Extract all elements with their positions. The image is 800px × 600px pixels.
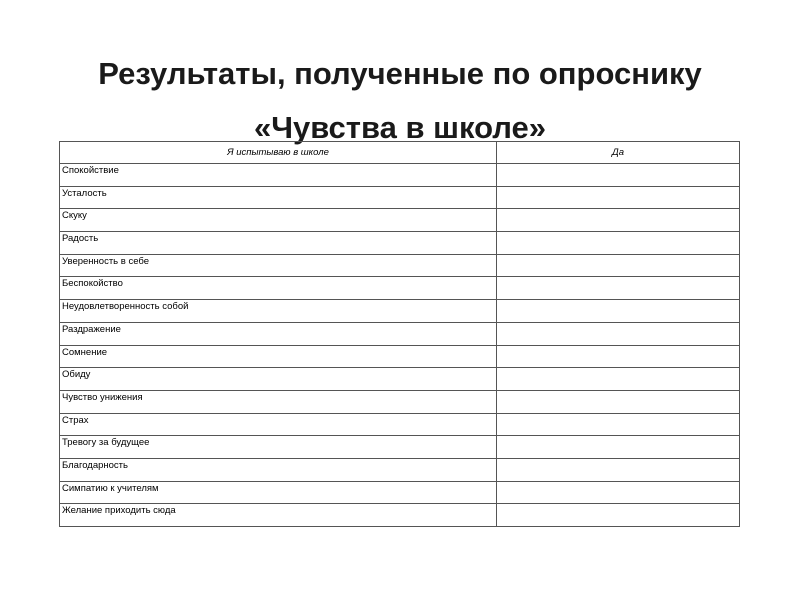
feeling-cell: Обиду (60, 368, 497, 391)
table-row (60, 322, 740, 345)
yes-cell[interactable] (497, 277, 740, 300)
feeling-cell: Радость (60, 232, 497, 255)
yes-cell[interactable] (497, 232, 740, 255)
yes-cell[interactable] (497, 322, 740, 345)
page-title (0, 47, 800, 155)
table-row (60, 436, 740, 459)
table-row (60, 232, 740, 255)
yes-cell[interactable] (497, 368, 740, 391)
title-line-1: Результаты, полученные по опроснику (98, 55, 702, 91)
table-row (60, 345, 740, 368)
yes-cell[interactable] (497, 458, 740, 481)
table-row (60, 164, 740, 187)
feeling-cell: Раздражение (60, 322, 497, 345)
feeling-cell: Скуку (60, 209, 497, 232)
yes-cell[interactable] (497, 209, 740, 232)
yes-cell[interactable] (497, 436, 740, 459)
feeling-cell: Сомнение (60, 345, 497, 368)
yes-cell[interactable] (497, 345, 740, 368)
yes-cell[interactable] (497, 254, 740, 277)
feeling-cell: Спокойствие (60, 164, 497, 187)
feeling-cell: Усталость (60, 186, 497, 209)
title-line-2: «Чувства в школе» (253, 109, 547, 145)
yes-cell[interactable] (497, 186, 740, 209)
feeling-cell: Неудовлетворенность собой (60, 300, 497, 323)
table-row (60, 390, 740, 413)
table-row (60, 481, 740, 504)
feeling-cell: Чувство унижения (60, 390, 497, 413)
yes-cell[interactable] (497, 481, 740, 504)
table-row (60, 300, 740, 323)
feeling-cell: Симпатию к учителям (60, 481, 497, 504)
table-row (60, 504, 740, 527)
survey-table (59, 141, 740, 527)
table-row (60, 254, 740, 277)
feeling-cell: Уверенность в себе (60, 254, 497, 277)
feeling-cell: Тревогу за будущее (60, 436, 497, 459)
yes-cell[interactable] (497, 390, 740, 413)
yes-cell[interactable] (497, 164, 740, 187)
table-row (60, 186, 740, 209)
table-row (60, 413, 740, 436)
column-header-feeling: Я испытываю в школе (60, 142, 497, 164)
feeling-cell: Беспокойство (60, 277, 497, 300)
yes-cell[interactable] (497, 413, 740, 436)
table-row (60, 368, 740, 391)
yes-cell[interactable] (497, 504, 740, 527)
feeling-cell: Страх (60, 413, 497, 436)
feeling-cell: Благодарность (60, 458, 497, 481)
table-row (60, 209, 740, 232)
feeling-cell: Желание приходить сюда (60, 504, 497, 527)
table-row (60, 277, 740, 300)
table-header-row (60, 142, 740, 164)
table-row (60, 458, 740, 481)
column-header-yes: Да (497, 142, 740, 164)
yes-cell[interactable] (497, 300, 740, 323)
